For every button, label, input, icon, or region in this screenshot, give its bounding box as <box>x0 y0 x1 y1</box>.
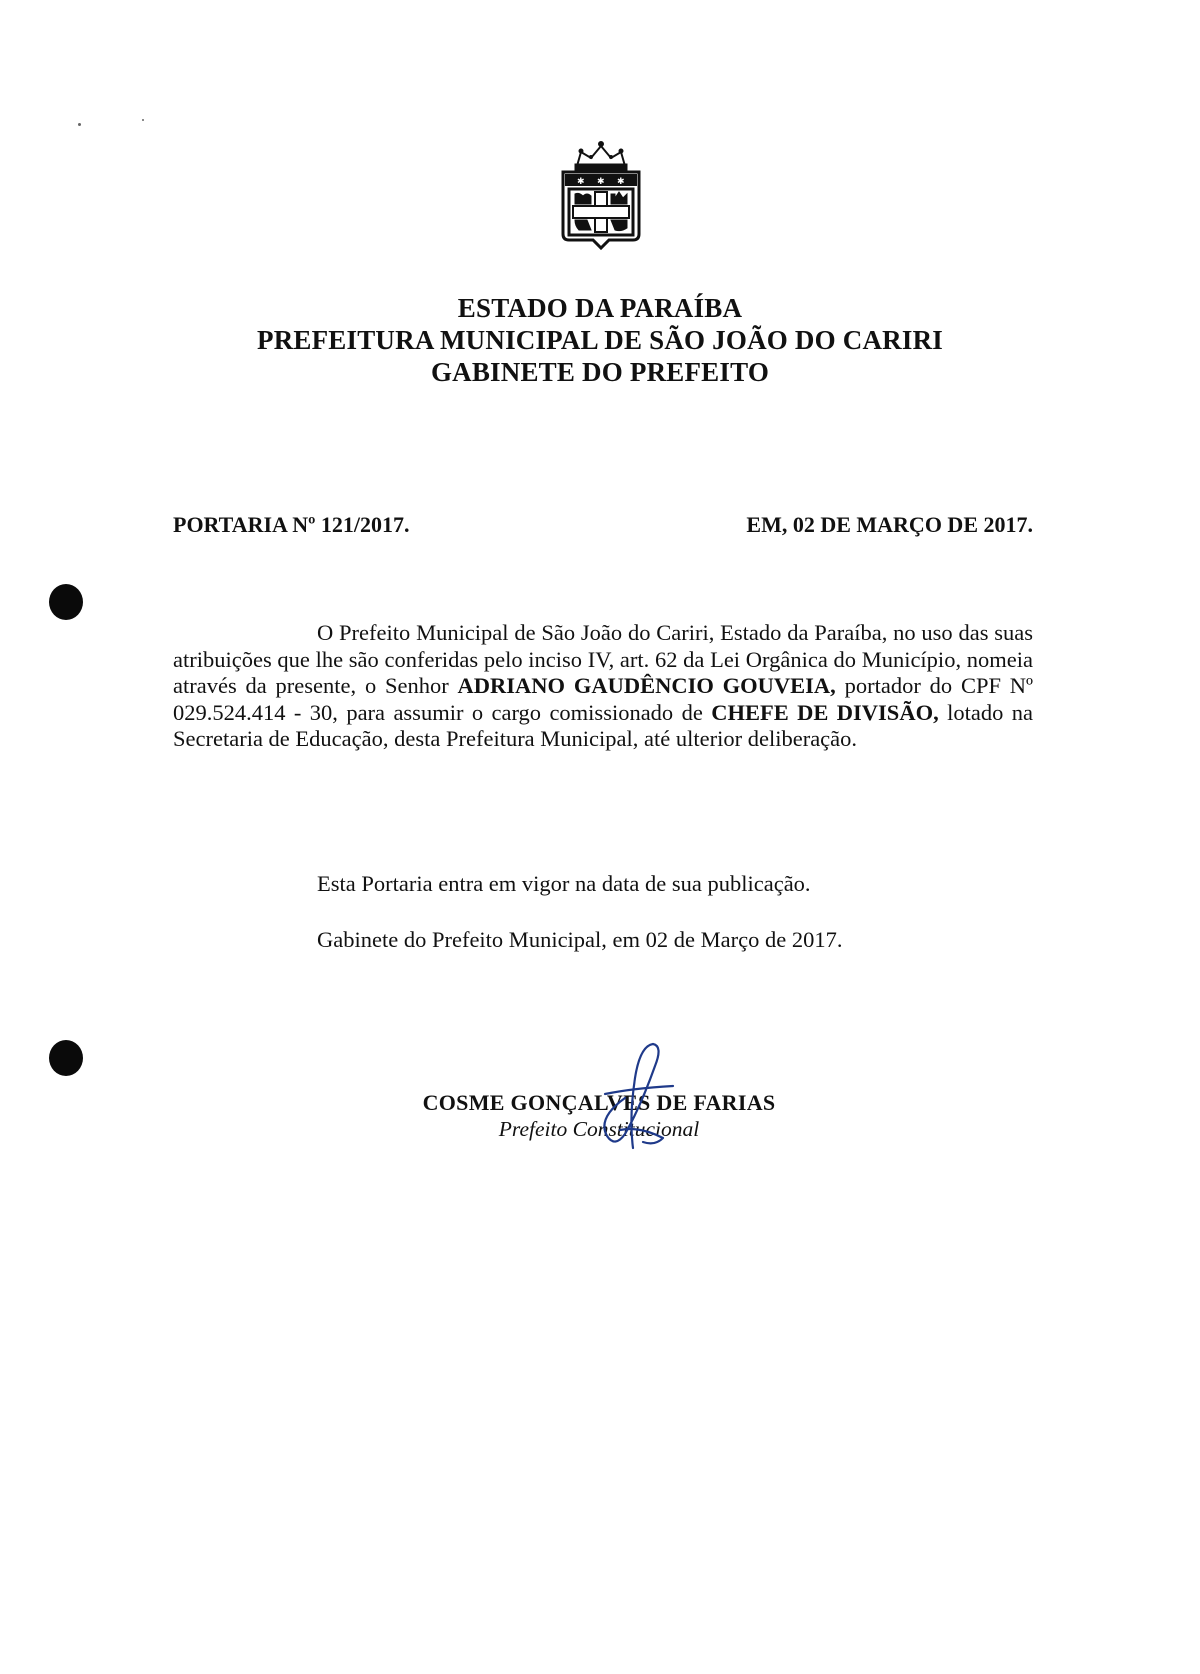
portaria-date: EM, 02 DE MARÇO DE 2017. <box>746 512 1033 537</box>
body-text-part1: O Prefeito Municipal de São João do Cariri, Estado da Paraíba, no uso das suas atribuições que lhe são conferidas pelo inciso IV, art. 62 da Lei Orgânica do Município, nomeia através da presente, o Senhor <box>173 620 1033 698</box>
scan-speck <box>142 119 144 121</box>
effective-clause: Esta Portaria entra em vigor na data de sua publicação. <box>317 871 811 896</box>
document-header <box>100 292 1100 388</box>
body-text-part2: portador do CPF Nº 029.524.414 - 30, para assumir o cargo comissionado de <box>173 673 1034 725</box>
signing-place-date: Gabinete do Prefeito Municipal, em 02 de Março de 2017. <box>317 927 843 952</box>
header-municipality: PREFEITURA MUNICIPAL DE SÃO JOÃO DO CARIRI <box>257 325 943 355</box>
appointed-role: CHEFE DE DIVISÃO, <box>711 699 939 725</box>
punch-hole <box>49 584 83 620</box>
signatory-title: Prefeito Constitucional <box>498 1117 700 1141</box>
municipal-coat-of-arms-icon <box>557 140 645 255</box>
punch-hole <box>49 1040 83 1076</box>
header-office: GABINETE DO PREFEITO <box>430 357 770 387</box>
scan-speck <box>78 123 81 126</box>
portaria-number: PORTARIA Nº 121/2017. <box>173 512 410 537</box>
body-text-part3: lotado na Secretaria de Educação, desta Prefeitura Municipal, até ulterior deliberação. <box>173 699 1033 751</box>
header-state: ESTADO DA PARAÍBA <box>457 293 743 323</box>
svg-text:✱: ✱ <box>597 177 605 187</box>
handwritten-signature <box>585 1038 680 1158</box>
appointee-name: ADRIANO GAUDÊNCIO GOUVEIA, <box>457 673 836 698</box>
svg-text:✱: ✱ <box>617 177 625 187</box>
body-paragraph <box>173 620 1033 753</box>
svg-text:✱: ✱ <box>577 177 585 187</box>
signatory-name: COSME GONÇALVES DE FARIAS <box>422 1090 776 1115</box>
